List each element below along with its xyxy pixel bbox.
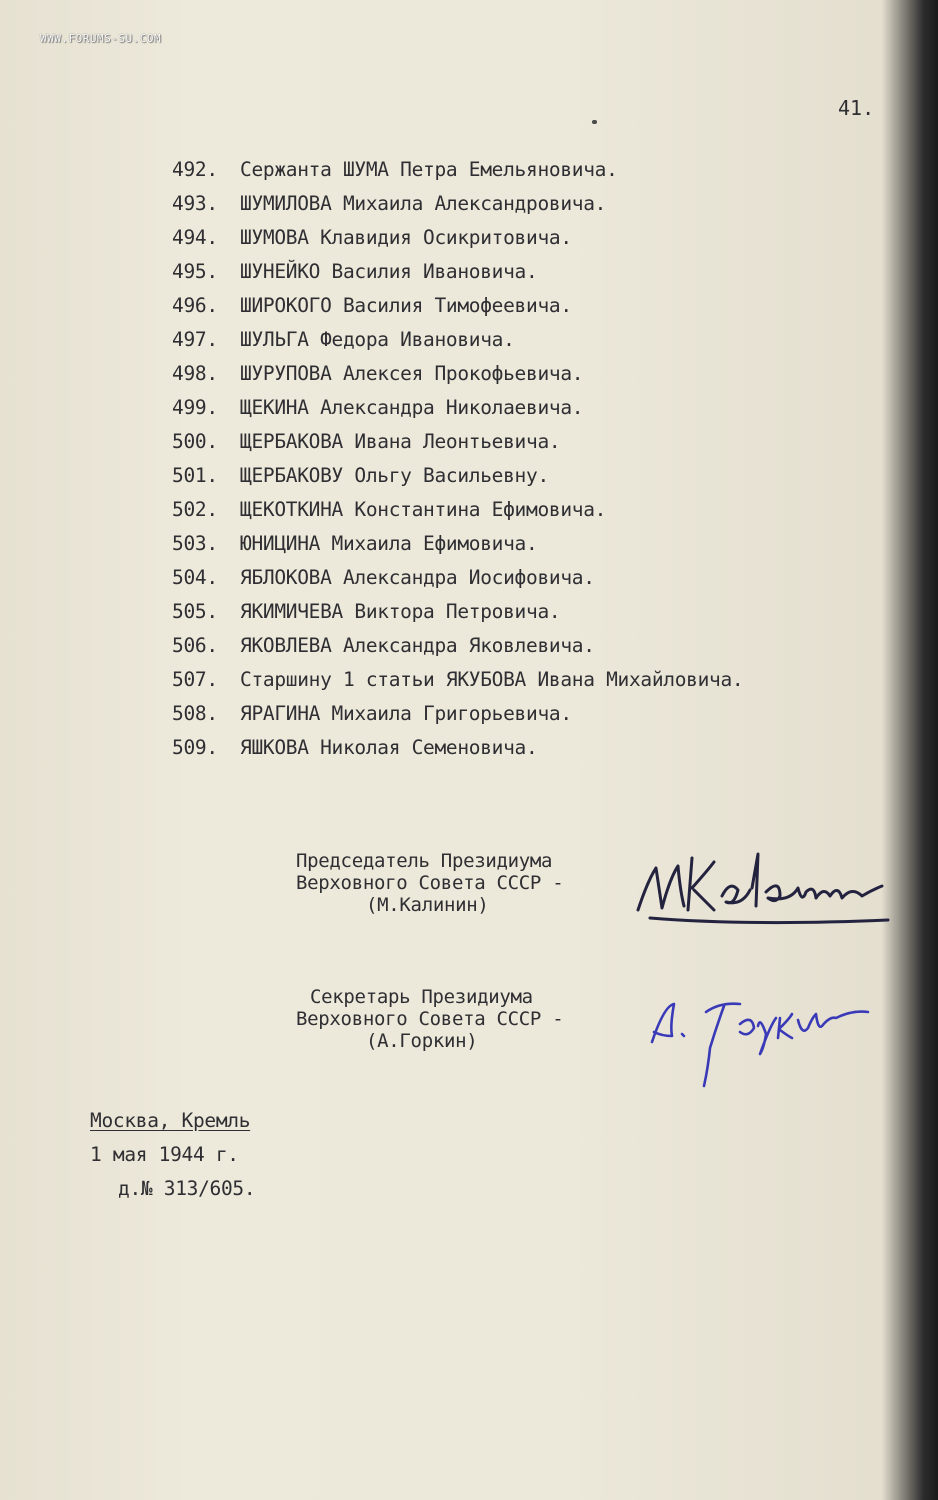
watermark: WWW.FORUMS-SU.COM: [40, 32, 162, 45]
entry-text: ЩЕКИНА Александра Николаевича.: [240, 396, 584, 419]
list-item: [172, 360, 743, 394]
list-item: [172, 428, 743, 462]
entry-number: 492.: [172, 158, 218, 181]
entry-text: ЯРАГИНА Михаила Григорьевича.: [240, 702, 572, 725]
place-city: Москва, Кремль: [90, 1109, 251, 1132]
document-date: 1 мая 1944 г.: [90, 1143, 239, 1166]
page-number: 41.: [838, 96, 875, 120]
entry-number: 506.: [172, 634, 218, 657]
entry-text: ЩЕРБАКОВУ Ольгу Васильевну.: [240, 464, 549, 487]
entry-number: 507.: [172, 668, 218, 691]
list-item: [172, 632, 743, 666]
secretary-title: Секретарь Президиума: [310, 986, 533, 1008]
entry-text: ЯШКОВА Николая Семеновича.: [240, 736, 538, 759]
entry-number: 502.: [172, 498, 218, 521]
entry-text: ШУНЕЙКО Василия Ивановича.: [240, 260, 538, 283]
secretary-block: [296, 986, 563, 1052]
entry-text: ШУМИЛОВА Михаила Александровича.: [240, 192, 607, 215]
entry-text: ШУЛЬГА Федора Ивановича.: [240, 328, 515, 351]
secretary-name: (А.Горкин): [366, 1030, 478, 1052]
entry-number: 501.: [172, 464, 218, 487]
list-item: [172, 530, 743, 564]
entry-text: Старшину 1 статьи ЯКУБОВА Ивана Михайловича.: [240, 668, 744, 691]
entry-text: ШИРОКОГО Василия Тимофеевича.: [240, 294, 572, 317]
entry-text: ЯКИМИЧЕВА Виктора Петровича.: [240, 600, 561, 623]
entry-number: 499.: [172, 396, 218, 419]
document-reference: д.№ 313/605.: [118, 1177, 256, 1200]
entry-number: 500.: [172, 430, 218, 453]
list-item: [172, 564, 743, 598]
list-item: [172, 190, 743, 224]
list-item: [172, 666, 743, 700]
list-item: [172, 292, 743, 326]
entry-number: 503.: [172, 532, 218, 555]
list-item: [172, 700, 743, 734]
entry-number: 504.: [172, 566, 218, 589]
list-item: [172, 394, 743, 428]
entry-number: 497.: [172, 328, 218, 351]
entry-number: 505.: [172, 600, 218, 623]
ink-dot: [592, 120, 597, 124]
entry-text: ШУРУПОВА Алексея Прокофьевича.: [240, 362, 584, 385]
entry-number: 509.: [172, 736, 218, 759]
entry-number: 494.: [172, 226, 218, 249]
entry-number: 498.: [172, 362, 218, 385]
chairman-title: Председатель Президиума: [296, 850, 553, 872]
entry-text: ЯБЛОКОВА Александра Иосифовича.: [240, 566, 595, 589]
chairman-body: Верховного Совета СССР -: [296, 872, 564, 894]
list-item: [172, 224, 743, 258]
list-item: [172, 258, 743, 292]
chairman-name: (М.Калинин): [366, 894, 489, 916]
entry-number: 493.: [172, 192, 218, 215]
list-item: [172, 326, 743, 360]
gorkin-signature: [640, 996, 890, 1096]
entry-text: ЩЕРБАКОВА Ивана Леонтьевича.: [240, 430, 561, 453]
entry-text: ШУМОВА Клавидия Осикритовича.: [240, 226, 572, 249]
entry-text: Сержанта ШУМА Петра Емельяновича.: [240, 158, 618, 181]
list-item: [172, 496, 743, 530]
place-date-block: [90, 1104, 255, 1206]
entry-text: ЩЕКОТКИНА Константина Ефимовича.: [240, 498, 607, 521]
list-item: [172, 598, 743, 632]
list-item: [172, 156, 743, 190]
entry-number: 496.: [172, 294, 218, 317]
list-item: [172, 734, 743, 768]
entry-number: 495.: [172, 260, 218, 283]
entry-text: ЮНИЦИНА Михаила Ефимовича.: [240, 532, 538, 555]
entry-text: ЯКОВЛЕВА Александра Яковлевича.: [240, 634, 595, 657]
entry-number: 508.: [172, 702, 218, 725]
list-item: [172, 462, 743, 496]
chairman-block: [296, 850, 563, 916]
kalinin-signature: [630, 840, 900, 930]
secretary-body: Верховного Совета СССР -: [296, 1008, 564, 1030]
award-list: [172, 156, 743, 768]
